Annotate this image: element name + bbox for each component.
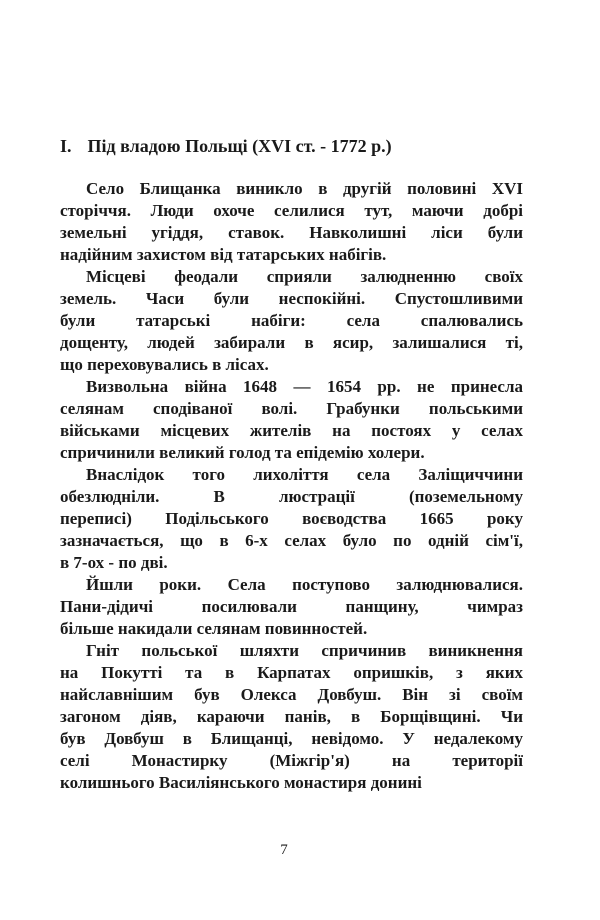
section-title: Під владою Польщі (XVI ст. - 1772 р.) [87, 136, 392, 156]
paragraph [60, 376, 523, 464]
text-line: найславнішим був Олекса Довбуш. Він зі своїм [60, 685, 523, 704]
page-number: 7 [280, 842, 288, 858]
paragraph [60, 574, 523, 640]
text-line: надійним захистом від татарських набігів. [60, 245, 387, 264]
paragraph [60, 266, 523, 376]
text-line: Гніт польської шляхти спричинив виникнення [86, 641, 523, 660]
text-line: спричинили великий голод та епідемію холери. [60, 443, 425, 462]
text-line: земель. Часи були неспокійні. Спустошливими [60, 289, 523, 308]
text-line: обезлюдніли. В люстрації (поземельному [60, 487, 523, 506]
section-number: I. [60, 136, 72, 156]
text-line: більше накидали селянам повинностей. [60, 619, 368, 638]
text-line: Пани-дідичі посилювали панщину, чимраз [60, 597, 523, 616]
text-line: був Довбуш в Блищанці, невідомо. У недалекому [60, 729, 523, 748]
text-line: переписі) Подільського воєводства 1665 року [60, 509, 523, 528]
text-line: Село Блищанка виникло в другій половині XVI [86, 179, 523, 198]
paragraph [60, 178, 523, 266]
text-line: колишнього Василіянського монастиря донині [60, 773, 422, 792]
text-line: дощенту, людей забирали в ясир, залишалися ті, [60, 333, 523, 352]
text-line: в 7-ох - по дві. [60, 553, 168, 572]
section-heading [60, 136, 392, 157]
text-line: селянам сподіваної волі. Грабунки польськими [60, 399, 523, 418]
text-line: селі Монастирку (Міжгір'я) на території [60, 751, 523, 770]
text-line: що переховувались в лісах. [60, 355, 269, 374]
text-line: Визвольна війна 1648 — 1654 рр. не принесла [86, 377, 523, 396]
text-line: Йшли роки. Села поступово залюднювалися. [86, 575, 523, 594]
text-line: земельні угіддя, ставок. Навколишні ліси були [60, 223, 523, 242]
text-line: були татарські набіги: села спалювались [60, 311, 523, 330]
text-line: Внаслідок того лихоліття села Заліщиччини [86, 465, 523, 484]
paragraph [60, 640, 523, 794]
text-line: Місцеві феодали сприяли залюдненню своїх [86, 267, 523, 286]
text-line: сторіччя. Люди охоче селилися тут, маючи добрі [60, 201, 523, 220]
paragraph [60, 464, 523, 574]
text-line: зазначається, що в 6-х селах було по одній сім'ї, [60, 531, 523, 550]
text-line: військами місцевих жителів на постоях у селах [60, 421, 523, 440]
body-text [60, 178, 523, 794]
text-line: на Покутті та в Карпатах опришків, з яких [60, 663, 523, 682]
text-line: загоном діяв, караючи панів, в Борщівщині. Чи [60, 707, 523, 726]
